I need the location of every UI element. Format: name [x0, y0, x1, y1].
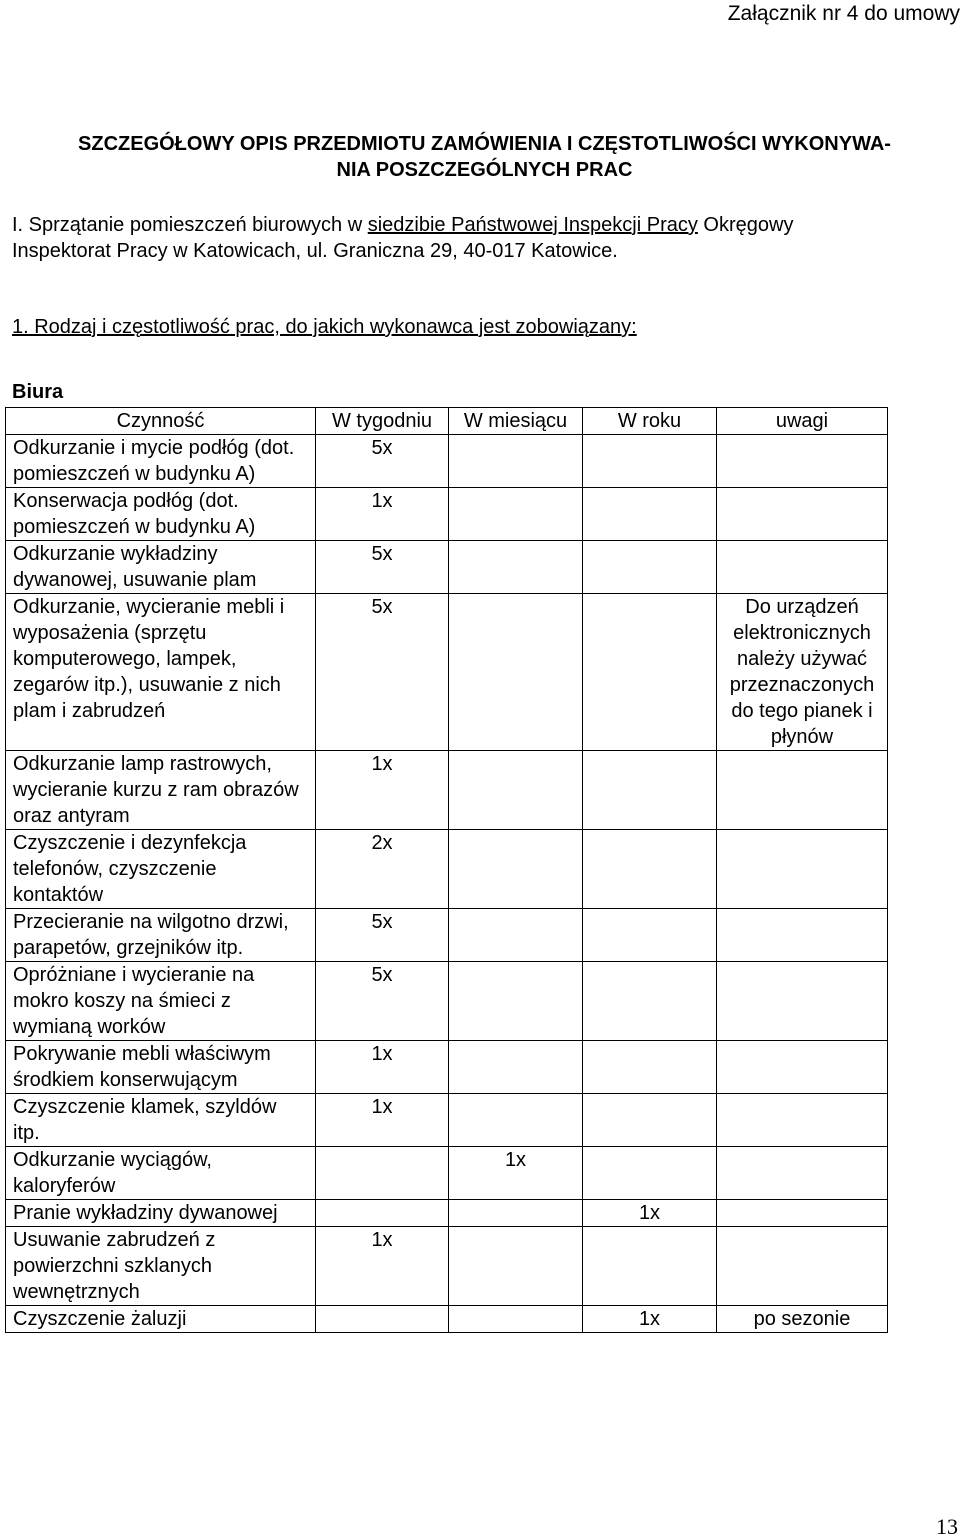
table-row — [6, 1094, 888, 1147]
table-row — [6, 1227, 888, 1306]
cell-notes: Do urządzeń elektronicznych należy używać przeznaczonych do tego pianek i płynów — [717, 594, 888, 751]
subsection-heading: Biura — [12, 381, 64, 403]
cell-task: Konserwacja podłóg (dot. pomieszczeń w budynku A) — [6, 488, 316, 541]
cell-week — [316, 1147, 449, 1200]
table-row — [6, 594, 888, 751]
table-row — [6, 1147, 888, 1200]
header-notes: uwagi — [717, 408, 888, 435]
cell-month — [449, 1200, 583, 1227]
intro-paragraph — [12, 212, 793, 264]
table-row — [6, 541, 888, 594]
cell-task: Odkurzanie i mycie podłóg (dot. pomieszczeń w budynku A) — [6, 435, 316, 488]
cell-year — [583, 1147, 717, 1200]
cell-notes — [717, 435, 888, 488]
cell-task: Przecieranie na wilgotno drzwi, parapetów, grzejników itp. — [6, 909, 316, 962]
cell-month — [449, 488, 583, 541]
cell-month — [449, 1306, 583, 1333]
intro-underlined: siedzibie Państwowej Inspekcji Pracy — [367, 214, 698, 236]
cell-month — [449, 594, 583, 751]
cell-week: 1x — [316, 751, 449, 830]
cell-month — [449, 435, 583, 488]
table-row — [6, 1041, 888, 1094]
cell-month — [449, 541, 583, 594]
cell-week: 5x — [316, 541, 449, 594]
cell-year — [583, 1041, 717, 1094]
cell-task: Odkurzanie, wycieranie mebli i wyposażenia (sprzętu komputerowego, lampek, zegarów itp.), usuwanie z nich plam i zabrudzeń — [6, 594, 316, 751]
cell-week: 5x — [316, 962, 449, 1041]
cell-month — [449, 1227, 583, 1306]
cell-week: 5x — [316, 435, 449, 488]
cell-week — [316, 1200, 449, 1227]
cell-task: Odkurzanie wyciągów, kaloryferów — [6, 1147, 316, 1200]
cell-month — [449, 962, 583, 1041]
table-row — [6, 1306, 888, 1333]
cell-task: Odkurzanie lamp rastrowych, wycieranie kurzu z ram obrazów oraz antyram — [6, 751, 316, 830]
cell-notes — [717, 1227, 888, 1306]
cell-task: Pranie wykładziny dywanowej — [6, 1200, 316, 1227]
cell-week — [316, 1306, 449, 1333]
header-week: W tygodniu — [316, 408, 449, 435]
cell-notes — [717, 1147, 888, 1200]
cell-month — [449, 1041, 583, 1094]
table-row — [6, 751, 888, 830]
cell-task: Opróżniane i wycieranie na mokro koszy na śmieci z wymianą worków — [6, 962, 316, 1041]
cell-task: Pokrywanie mebli właściwym środkiem konserwującym — [6, 1041, 316, 1094]
cell-year — [583, 1094, 717, 1147]
cell-week: 5x — [316, 909, 449, 962]
cell-month: 1x — [449, 1147, 583, 1200]
tasks-table — [5, 407, 888, 1333]
cell-task: Czyszczenie żaluzji — [6, 1306, 316, 1333]
cell-month — [449, 909, 583, 962]
header-czynnosc: Czynność — [6, 408, 316, 435]
intro-prefix: I. Sprzątanie pomieszczeń biurowych w — [12, 214, 368, 236]
header-year: W roku — [583, 408, 717, 435]
cell-notes — [717, 488, 888, 541]
header-month: W miesiącu — [449, 408, 583, 435]
cell-task: Czyszczenie i dezynfekcja telefonów, czyszczenie kontaktów — [6, 830, 316, 909]
cell-year — [583, 1227, 717, 1306]
document-title — [12, 131, 957, 183]
cell-year: 1x — [583, 1306, 717, 1333]
table-row — [6, 435, 888, 488]
cell-year — [583, 909, 717, 962]
cell-week: 2x — [316, 830, 449, 909]
cell-week: 1x — [316, 1041, 449, 1094]
cell-month — [449, 830, 583, 909]
cell-notes — [717, 909, 888, 962]
section-heading: 1. Rodzaj i częstotliwość prac, do jakich wykonawca jest zobowiązany: — [12, 316, 637, 338]
cell-year — [583, 488, 717, 541]
cell-notes — [717, 1094, 888, 1147]
annex-label: Załącznik nr 4 do umowy — [727, 2, 960, 25]
cell-year: 1x — [583, 1200, 717, 1227]
cell-week: 1x — [316, 1227, 449, 1306]
cell-month — [449, 751, 583, 830]
intro-line-1 — [12, 212, 793, 238]
cell-week: 1x — [316, 1094, 449, 1147]
cell-task: Odkurzanie wykładziny dywanowej, usuwanie plam — [6, 541, 316, 594]
cell-task: Usuwanie zabrudzeń z powierzchni szklanych wewnętrznych — [6, 1227, 316, 1306]
intro-suffix: Okręgowy — [697, 214, 794, 236]
cell-year — [583, 435, 717, 488]
table-row — [6, 1200, 888, 1227]
table-row — [6, 909, 888, 962]
cell-month — [449, 1094, 583, 1147]
cell-notes — [717, 541, 888, 594]
cell-notes: po sezonie — [717, 1306, 888, 1333]
intro-line-2: Inspektorat Pracy w Katowicach, ul. Graniczna 29, 40-017 Katowice. — [12, 240, 618, 262]
table-row — [6, 962, 888, 1041]
table-header-row — [6, 408, 888, 435]
cell-notes — [717, 1041, 888, 1094]
cell-year — [583, 830, 717, 909]
cell-week: 1x — [316, 488, 449, 541]
cell-week: 5x — [316, 594, 449, 751]
page-number: 13 — [936, 1514, 958, 1539]
cell-year — [583, 594, 717, 751]
cell-notes — [717, 1200, 888, 1227]
cell-notes — [717, 751, 888, 830]
cell-notes — [717, 830, 888, 909]
title-line-1: SZCZEGÓŁOWY OPIS PRZEDMIOTU ZAMÓWIENIA I CZĘSTOTLIWOŚCI WYKONYWA- — [78, 133, 891, 155]
cell-task: Czyszczenie klamek, szyldów itp. — [6, 1094, 316, 1147]
cell-year — [583, 962, 717, 1041]
title-line-2: NIA POSZCZEGÓLNYCH PRAC — [336, 159, 633, 181]
table-row — [6, 830, 888, 909]
table-row — [6, 488, 888, 541]
cell-notes — [717, 962, 888, 1041]
cell-year — [583, 541, 717, 594]
cell-year — [583, 751, 717, 830]
